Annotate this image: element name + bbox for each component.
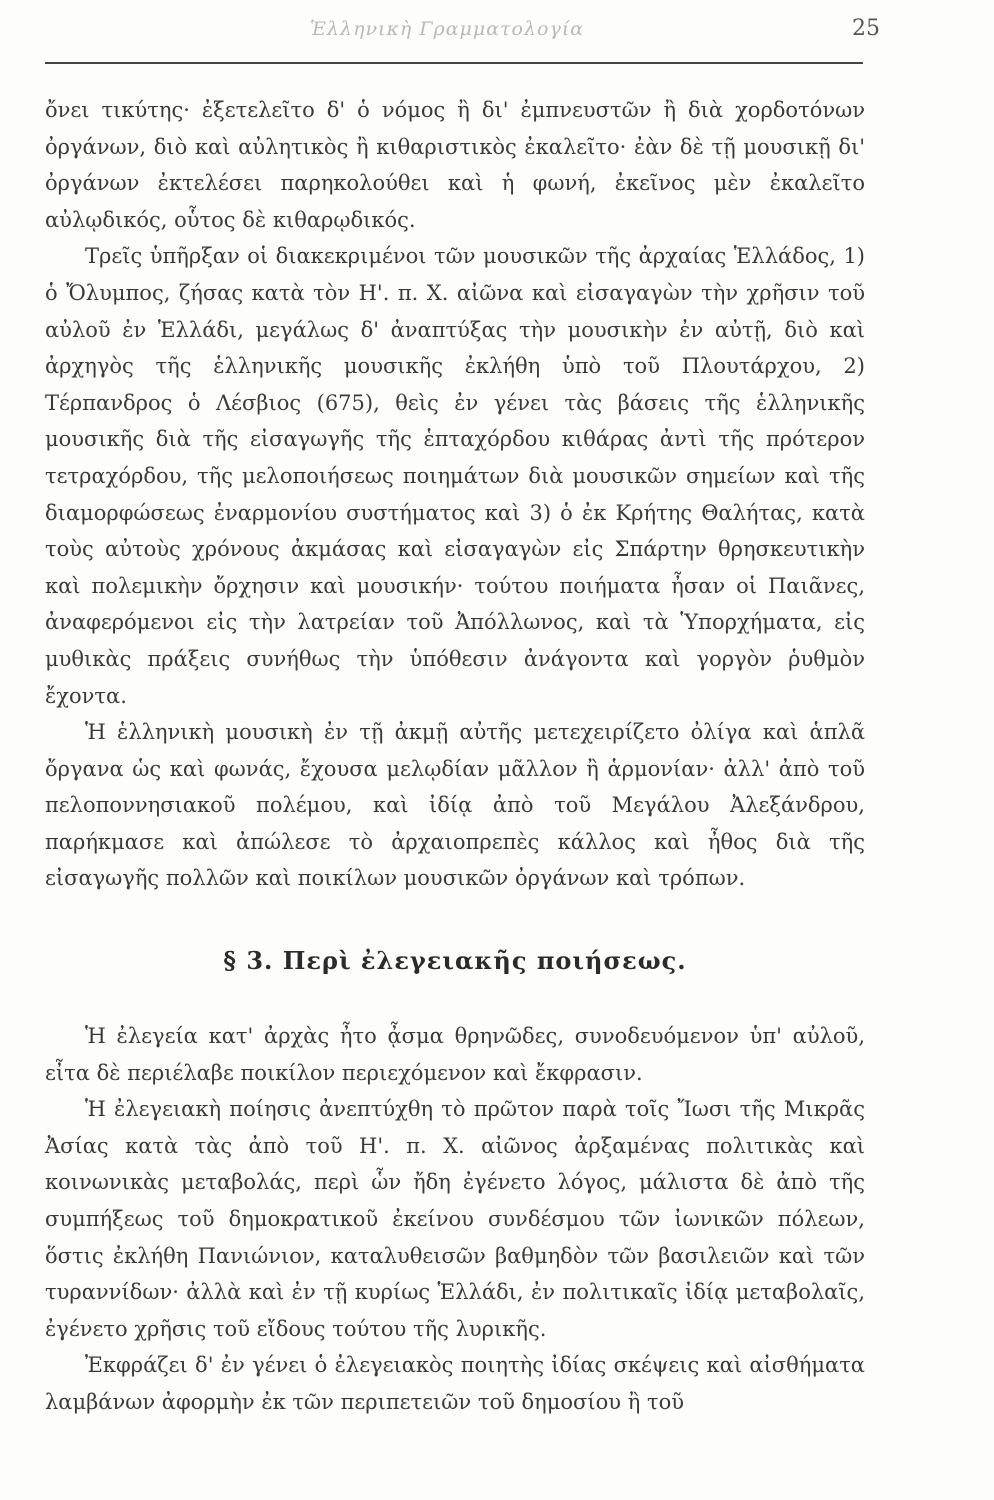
paragraph-elegy-definition: Ἡ ἐλεγεία κατ' ἀρχὰς ἦτο ᾆσμα θρηνῶδες, συνοδευόμενον ὑπ' αὐλοῦ, εἶτα δὲ περιέλαβε ποικίλον περιεχόμενον καὶ ἔκφρασιν. [45,1024,865,1085]
paragraph-greek-music: Ἡ ἑλληνικὴ μουσικὴ ἐν τῇ ἀκμῇ αὐτῆς μετεχειρίζετο ὀλίγα καὶ ἁπλᾶ ὄργανα ὡς καὶ φωνάς, ἔχουσα μελῳδίαν μᾶλλον ἢ ἁρμονίαν· ἀλλ' ἀπὸ τοῦ πελοποννησιακοῦ πολέμου, καὶ ἰδίᾳ ἀπὸ τοῦ Μεγάλου Ἀλεξάνδρου, παρήκμασε καὶ ἀπώλεσε τὸ ἀρχαιοπρεπὲς κάλλος καὶ ἦθος διὰ τῆς εἰσαγωγῆς πολλῶν καὶ ποικίλων μουσικῶν ὀργάνων καὶ τρόπων. [45,720,865,891]
section-heading: § 3. Περὶ ἐλεγειακῆς ποιήσεως. [223,946,687,975]
text-block-elegy [45,1018,865,1421]
text-block-music [45,92,865,897]
running-head [60,16,880,46]
running-title: Ἑλληνικὴ Γραμματολογία [310,18,585,40]
paragraph-nomos: ὄνει τικύτης· ἐξετελεῖτο δ' ὁ νόμος ἢ δι' ἐμπνευστῶν ἢ διὰ χορδοτόνων ὀργάνων, διὸ καὶ αὐλητικὸς ἢ κιθαριστικὸς ἐκαλεῖτο· ἐὰν δὲ τῇ μουσικῇ δι' ὀργάνων ἐκτελέσει παρηκολούθει καὶ ἡ φωνή, ἐκεῖνος μὲν ἐκαλεῖτο αὐλῳδικός, οὗτος δὲ κιθαρῳδικός. [45,98,865,232]
paragraph-elegy-origin: Ἡ ἐλεγειακὴ ποίησις ἀνεπτύχθη τὸ πρῶτον παρὰ τοῖς Ἴωσι τῆς Μικρᾶς Ἀσίας κατὰ τὰς ἀπὸ τοῦ Η'. π. Χ. αἰῶνος ἀρξαμένας πολιτικὰς καὶ κοινωνικὰς μεταβολάς, περὶ ὧν ἤδη ἐγένετο λόγος, μάλιστα δὲ ἀπὸ τῆς συμπήξεως τοῦ δημοκρατικοῦ ἐκείνου συνδέσμου τῶν ἰωνικῶν πόλεων, ὅστις ἐκλήθη Πανιώνιον, καταλυθεισῶν βαθμηδὸν τῶν βασιλειῶν καὶ τῶν τυραννίδων· ἀλλὰ καὶ ἐν τῇ κυρίως Ἑλλάδι, ἐν πολιτικαῖς ἰδίᾳ μεταβολαῖς, ἐγένετο χρῆσις τοῦ εἴδους τούτου τῆς λυρικῆς. [45,1097,865,1341]
paragraph-elegy-poet: Ἐκφράζει δ' ἐν γένει ὁ ἐλεγειακὸς ποιητὴς ἰδίας σκέψεις καὶ αἰσθήματα λαμβάνων ἀφορμὴν ἐκ τῶν περιπετειῶν τοῦ δημοσίου ἢ τοῦ [45,1353,865,1414]
paragraph-musicians: Τρεῖς ὑπῆρξαν οἱ διακεκριμένοι τῶν μουσικῶν τῆς ἀρχαίας Ἑλλάδος, 1) ὁ Ὄλυμπος, ζήσας κατὰ τὸν Η'. π. Χ. αἰῶνα καὶ εἰσαγαγὼν τὴν χρῆσιν τοῦ αὐλοῦ ἐν Ἑλλάδι, μεγάλως δ' ἀναπτύξας τὴν μουσικὴν ἐν αὐτῇ, διὸ καὶ ἀρχηγὸς τῆς ἑλληνικῆς μουσικῆς ἐκλήθη ὑπὸ τοῦ Πλουτάρχου, 2) Τέρπανδρος ὁ Λέσβιος (675), θεὶς ἐν γένει τὰς βάσεις τῆς ἑλληνικῆς μουσικῆς διὰ τῆς εἰσαγωγῆς τῆς ἑπταχόρδου κιθάρας ἀντὶ τῆς πρότερον τετραχόρδου, τῆς μελοποιήσεως ποιημάτων διὰ μουσικῶν σημείων καὶ τῆς διαμορφώσεως ἐναρμονίου συστήματος καὶ 3) ὁ ἐκ Κρήτης Θαλήτας, κατὰ τοὺς αὐτοὺς χρόνους ἀκμάσας καὶ εἰσαγαγὼν εἰς Σπάρτην θρησκευτικὴν καὶ πολεμικὴν ὄρχησιν καὶ μουσικήν· τούτου ποιήματα ἦσαν οἱ Παιᾶνες, ἀναφερόμενοι εἰς τὴν λατρείαν τοῦ Ἀπόλλωνος, καὶ τὰ Ὑπορχήματα, εἰς μυθικὰς πράξεις συνήθως τὴν ὑπόθεσιν ἀνάγοντα καὶ γοργὸν ῥυθμὸν ἔχοντα. [45,244,865,708]
header-rule [45,62,863,64]
page-number: 25 [852,16,880,41]
